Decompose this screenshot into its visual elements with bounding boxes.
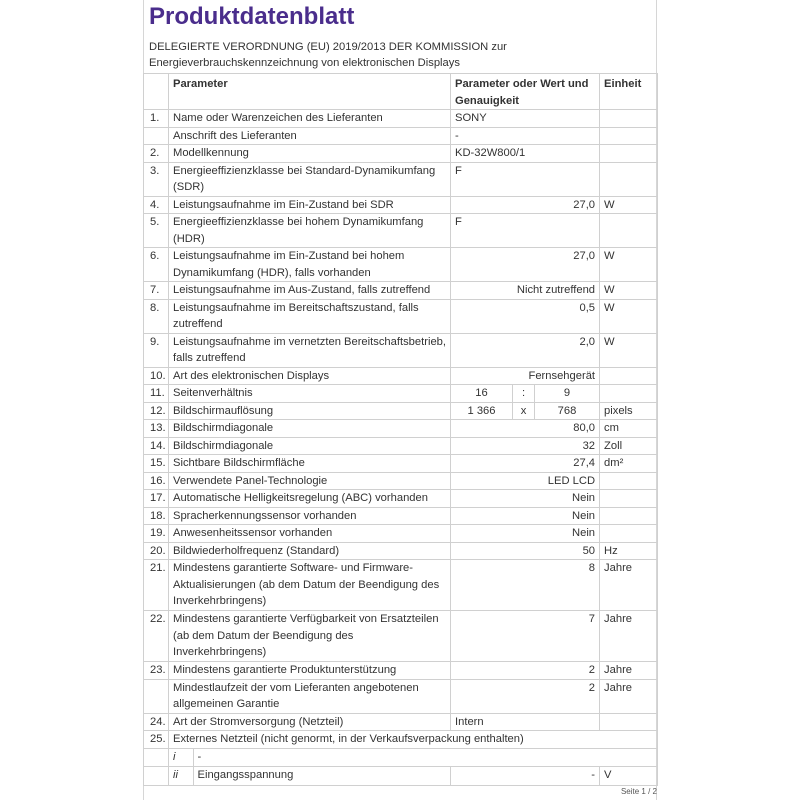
row-unit: V (600, 767, 658, 786)
header-value: Parameter oder Wert und Genauigkeit (451, 74, 600, 110)
row-number (144, 767, 169, 786)
page-subtitle: DELEGIERTE VERORDNUNG (EU) 2019/2013 DER KOMMISSION zur Energieverbrauchskennzeichnung von elektronischen Displays (149, 41, 507, 69)
row-parameter: Modellkennung (169, 145, 451, 163)
row-number (144, 679, 169, 713)
table-header-row (144, 74, 658, 110)
table-row (144, 248, 658, 282)
row-parameter: Bildschirmauflösung (169, 402, 451, 420)
row-parameter: Bildschirmdiagonale (169, 420, 451, 438)
row-unit (600, 127, 658, 145)
row-value: - (451, 127, 600, 145)
row-value: F (451, 214, 600, 248)
row-value-right: 768 (535, 402, 600, 420)
data-table (143, 73, 658, 786)
row-value: Fernsehgerät (451, 367, 600, 385)
row-value-separator: x (513, 402, 535, 420)
row-value: 2 (451, 679, 600, 713)
row-unit: Jahre (600, 611, 658, 662)
row-parameter: Leistungsaufnahme im Aus-Zustand, falls zutreffend (169, 282, 451, 300)
row-parameter: Energieeffizienzklasse bei hohem Dynamikumfang (HDR) (169, 214, 451, 248)
row-number: 22. (144, 611, 169, 662)
row-parameter: Bildwiederholfrequenz (Standard) (169, 542, 451, 560)
row-value: 27,0 (451, 248, 600, 282)
row-unit: Zoll (600, 437, 658, 455)
row-number (144, 748, 169, 767)
row-number: 8. (144, 299, 169, 333)
row-unit (600, 713, 658, 731)
table-row (144, 525, 658, 543)
row-number: 2. (144, 145, 169, 163)
row-unit (600, 214, 658, 248)
row-value: 2,0 (451, 333, 600, 367)
row-unit (600, 525, 658, 543)
table-row (144, 767, 658, 786)
row-parameter: Leistungsaufnahme im Ein-Zustand bei hohem Dynamikumfang (HDR), falls vorhanden (169, 248, 451, 282)
sub-row-container (169, 767, 451, 786)
table-row (144, 214, 658, 248)
row-value: F (451, 162, 600, 196)
row-unit: pixels (600, 402, 658, 420)
row-parameter: Art der Stromversorgung (Netzteil) (169, 713, 451, 731)
table-row (144, 455, 658, 473)
row-value: - (451, 767, 600, 786)
row-parameter: Anschrift des Lieferanten (169, 127, 451, 145)
row-value: KD-32W800/1 (451, 145, 600, 163)
table-row (144, 472, 658, 490)
sub-row-container (169, 748, 658, 767)
row-value-left: 1 366 (451, 402, 513, 420)
row-number: 12. (144, 402, 169, 420)
table-row (144, 145, 658, 163)
row-value: SONY (451, 110, 600, 128)
row-value: Nein (451, 525, 600, 543)
table-row (144, 367, 658, 385)
row-number: 4. (144, 196, 169, 214)
row-parameter: Leistungsaufnahme im Ein-Zustand bei SDR (169, 196, 451, 214)
row-unit (600, 385, 658, 403)
row-unit: cm (600, 420, 658, 438)
header-unit: Einheit (600, 74, 658, 110)
row-parameter: Mindestens garantierte Verfügbarkeit von Ersatzteilen (ab dem Datum der Beendigung des Inverkehrbringens) (169, 611, 451, 662)
table-row (144, 507, 658, 525)
row-parameter: Spracherkennungssensor vorhanden (169, 507, 451, 525)
row-number: 11. (144, 385, 169, 403)
row-value: Nicht zutreffend (451, 282, 600, 300)
table-row (144, 333, 658, 367)
row-parameter: Eingangsspannung (197, 769, 294, 781)
row-number (144, 127, 169, 145)
row-parameter: Leistungsaufnahme im Bereitschaftszustand, falls zutreffend (169, 299, 451, 333)
table-row (144, 385, 658, 403)
row-unit: Hz (600, 542, 658, 560)
row-parameter: Energieeffizienzklasse bei Standard-Dynamikumfang (SDR) (169, 162, 451, 196)
page-footer: Seite 1 / 2 (620, 787, 657, 796)
page-title: Produktdatenblatt (149, 3, 355, 30)
row-unit: W (600, 333, 658, 367)
table-row (144, 662, 658, 680)
header-parameter: Parameter (169, 74, 451, 110)
table-row (144, 162, 658, 196)
row-number: 17. (144, 490, 169, 508)
row-unit: W (600, 299, 658, 333)
row-parameter: Automatische Helligkeitsregelung (ABC) vorhanden (169, 490, 451, 508)
row-number: 21. (144, 560, 169, 611)
table-row (144, 713, 658, 731)
row-value-left: 16 (451, 385, 513, 403)
row-unit: W (600, 282, 658, 300)
row-number: 24. (144, 713, 169, 731)
row-parameter: Mindestens garantierte Software- und Firmware-Aktualisierungen (ab dem Datum der Beendigung des Inverkehrbringens) (169, 560, 451, 611)
row-unit (600, 367, 658, 385)
row-parameter: Externes Netzteil (nicht genormt, in der Verkaufsverpackung enthalten) (169, 731, 658, 749)
row-value: 8 (451, 560, 600, 611)
table-row (144, 437, 658, 455)
row-parameter: Mindestlaufzeit der vom Lieferanten angebotenen allgemeinen Garantie (169, 679, 451, 713)
table-row (144, 611, 658, 662)
table-row (144, 282, 658, 300)
row-unit: W (600, 196, 658, 214)
row-unit (600, 472, 658, 490)
table-row (144, 748, 658, 767)
row-value: 32 (451, 437, 600, 455)
row-parameter: Bildschirmdiagonale (169, 437, 451, 455)
sub-row-label: ii (169, 767, 193, 785)
row-parameter: Sichtbare Bildschirmfläche (169, 455, 451, 473)
table-row (144, 560, 658, 611)
row-number: 20. (144, 542, 169, 560)
row-value: 2 (451, 662, 600, 680)
row-unit (600, 110, 658, 128)
row-parameter: Mindestens garantierte Produktunterstützung (169, 662, 451, 680)
table-row (144, 490, 658, 508)
row-parameter: Seitenverhältnis (169, 385, 451, 403)
row-parameter: Verwendete Panel-Technologie (169, 472, 451, 490)
row-value-separator: : (513, 385, 535, 403)
row-number: 10. (144, 367, 169, 385)
row-parameter: Anwesenheitssensor vorhanden (169, 525, 451, 543)
row-unit: Jahre (600, 560, 658, 611)
row-number: 13. (144, 420, 169, 438)
row-value: LED LCD (451, 472, 600, 490)
row-number: 19. (144, 525, 169, 543)
row-number: 7. (144, 282, 169, 300)
table-row (144, 299, 658, 333)
row-value: Intern (451, 713, 600, 731)
row-number: 16. (144, 472, 169, 490)
row-number: 6. (144, 248, 169, 282)
row-unit (600, 162, 658, 196)
table-row (144, 402, 658, 420)
row-unit: dm² (600, 455, 658, 473)
sub-row-label: i (169, 749, 193, 767)
row-value: 7 (451, 611, 600, 662)
row-unit (600, 145, 658, 163)
row-parameter: Leistungsaufnahme im vernetzten Bereitschaftsbetrieb, falls zutreffend (169, 333, 451, 367)
header-number (144, 74, 169, 110)
row-parameter: Name oder Warenzeichen des Lieferanten (169, 110, 451, 128)
row-number: 14. (144, 437, 169, 455)
table-row (144, 420, 658, 438)
row-number: 3. (144, 162, 169, 196)
row-number: 5. (144, 214, 169, 248)
row-value: 0,5 (451, 299, 600, 333)
row-value: 27,0 (451, 196, 600, 214)
row-unit (600, 490, 658, 508)
row-unit (600, 507, 658, 525)
table-row (144, 127, 658, 145)
row-value-right: 9 (535, 385, 600, 403)
row-value: Nein (451, 490, 600, 508)
row-value: 80,0 (451, 420, 600, 438)
row-unit: Jahre (600, 679, 658, 713)
row-number: 9. (144, 333, 169, 367)
row-parameter: Art des elektronischen Displays (169, 367, 451, 385)
table-row (144, 542, 658, 560)
row-number: 1. (144, 110, 169, 128)
row-unit: Jahre (600, 662, 658, 680)
row-unit: W (600, 248, 658, 282)
table-row (144, 196, 658, 214)
row-value: Nein (451, 507, 600, 525)
table-row (144, 679, 658, 713)
table-row (144, 731, 658, 749)
sub-row-value: - (197, 750, 202, 763)
row-number: 15. (144, 455, 169, 473)
row-value: 50 (451, 542, 600, 560)
row-number: 18. (144, 507, 169, 525)
row-number: 23. (144, 662, 169, 680)
row-number: 25. (144, 731, 169, 749)
table-row (144, 110, 658, 128)
row-value: 27,4 (451, 455, 600, 473)
